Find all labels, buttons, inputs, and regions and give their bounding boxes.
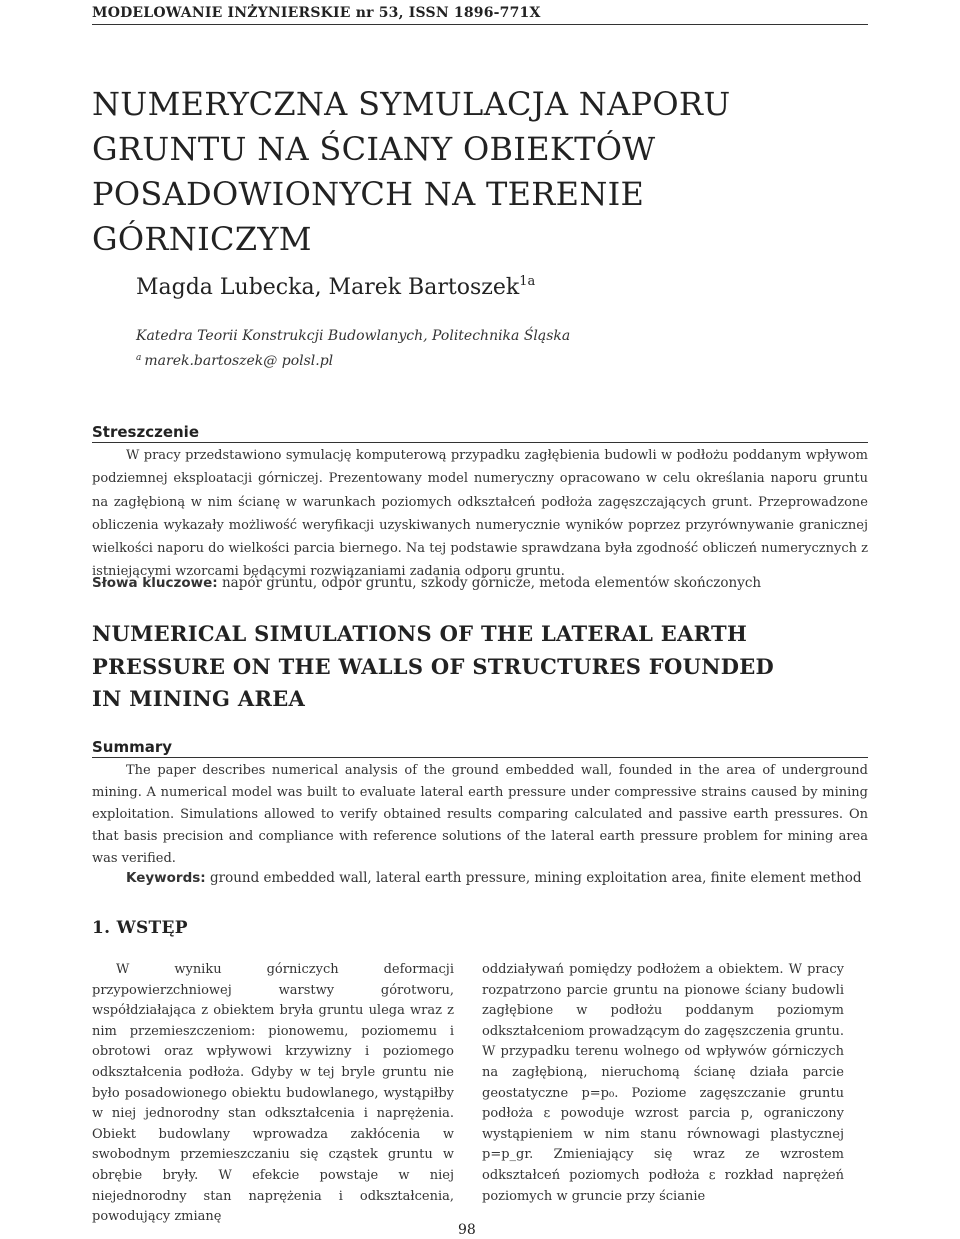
summary-heading: Summary xyxy=(92,738,173,756)
title-english xyxy=(92,618,868,716)
intro-right-text: oddziaływań pomiędzy podłożem a obiektem. W pracy rozpatrzono parcie gruntu na pionowe ściany budowli zagłębione w podłożu poddanym poziomym odkształceniom prowadzącym do zagęszczenia gruntu. W przypadku terenu wolnego od wpływów górniczych na zagłębioną, nieruchomą ścianę działa parcie geostatyczne p=p₀. Poziome zagęszczanie gruntu podłoża ε powoduje wzrost parcia p, ograniczony wystąpieniem w nim stanu równowagi plastycznej p=p_gr. Zmieniający się wraz ze wzrostem odkształceń poziomych podłoża ε rozkład naprężeń poziomych w gruncie przy ścianie xyxy=(482,962,844,1204)
page-number: 98 xyxy=(458,1222,476,1238)
keywords-en-label: Keywords: xyxy=(126,870,206,886)
keywords-pl-label: Słowa kluczowe: xyxy=(92,575,218,591)
title-pl-line: NUMERYCZNA SYMULACJA NAPORU xyxy=(92,85,731,123)
keywords-en-values: ground embedded wall, lateral earth pressure, mining exploitation area, finite element method xyxy=(209,870,862,886)
title-en-line: IN MINING AREA xyxy=(92,686,306,711)
abstract-rule xyxy=(92,442,868,443)
affiliation: Katedra Teorii Konstrukcji Budowlanych, Politechnika Śląska xyxy=(136,328,571,344)
intro-left-text: W wyniku górniczych deformacji przypowierzchniowej warstwy górotworu, współdziałająca z obiektem bryła gruntu ulega wraz z nim przemieszczeniom: pionowemu, poziomemu i obrotowi oraz wpływowi krzywizny i poziomego odkształcenia podłoża. Gdyby w tej bryle gruntu nie było posadowionego obiektu budowlanego, wystąpiłby w niej jednorodny stan odkształcenia i naprężenia. Obiekt budowlany wprowadza zakłócenia w swobodnym przemieszczaniu się cząstek gruntu w obrębie bryły. W efekcie powstaje w niej niejednorodny stan naprężenia i odkształcenia, powodujący zmianę xyxy=(92,962,454,1225)
keywords-pl-values: napór gruntu, odpór gruntu, szkody górnicze, metoda elementów skończonych xyxy=(221,575,762,591)
abstract-text xyxy=(92,444,868,584)
summary-rule xyxy=(92,757,868,758)
keywords-pl xyxy=(92,575,761,591)
title-pl-line: GRUNTU NA ŚCIANY OBIEKTÓW xyxy=(92,130,656,168)
keywords-en xyxy=(126,870,862,886)
title-pl-line: GÓRNICZYM xyxy=(92,220,312,258)
journal-name: MODELOWANIE INŻYNIERSKIE nr 53, ISSN 1896-771X xyxy=(92,5,541,21)
email-address[interactable]: marek.bartoszek@ polsl.pl xyxy=(144,353,334,369)
abstract-body: W pracy przedstawiono symulację komputerową przypadku zagłębienia budowli w podłożu poddanym wpływom podziemnej eksploatacji górniczej. Prezentowany model numeryczny opracowano w celu określania naporu gruntu na zagłębioną w nim ścianę w warunkach poziomych odkształceń podłoża zagęszczających grunt. Przeprowadzone obliczenia wykazały możliwość weryfikacji uzyskiwanych numerycznie wyników poprzez przyrównywanie granicznej wielkości naporu do wielkości parcia biernego. Na tej podstawie sprawdzana była zgodność obliczeń numerycznych z istniejącymi wzorcami będącymi rozwiązaniami zadania odporu gruntu. xyxy=(92,448,868,580)
title-polish xyxy=(92,82,792,262)
intro-column-right xyxy=(482,960,844,1207)
email-marker: a xyxy=(136,353,142,363)
email xyxy=(136,353,333,369)
intro-column-left xyxy=(92,960,454,1228)
title-en-line: PRESSURE ON THE WALLS OF STRUCTURES FOUNDED xyxy=(92,653,775,679)
authors xyxy=(136,274,535,300)
author-superscript: 1a xyxy=(519,274,536,289)
section-title: 1. WSTĘP xyxy=(92,918,188,938)
summary-text xyxy=(92,760,868,870)
author-names: Magda Lubecka, Marek Bartoszek xyxy=(136,275,520,300)
title-pl-line: POSADOWIONYCH NA TERENIE xyxy=(92,175,645,213)
title-en-line: NUMERICAL SIMULATIONS OF THE LATERAL EARTH xyxy=(92,621,748,646)
abstract-heading: Streszczenie xyxy=(92,423,199,441)
summary-body: The paper describes numerical analysis of the ground embedded wall, founded in the area of underground mining. A numerical model was built to evaluate lateral earth pressure under compressive strains caused by mining exploitation. Simulations allowed to verify obtained results comparing calculated and passive earth pressures. On that basis precision and compliance with reference solutions of the lateral earth pressure problem for mining area was verified. xyxy=(92,763,868,866)
journal-header xyxy=(92,2,868,25)
